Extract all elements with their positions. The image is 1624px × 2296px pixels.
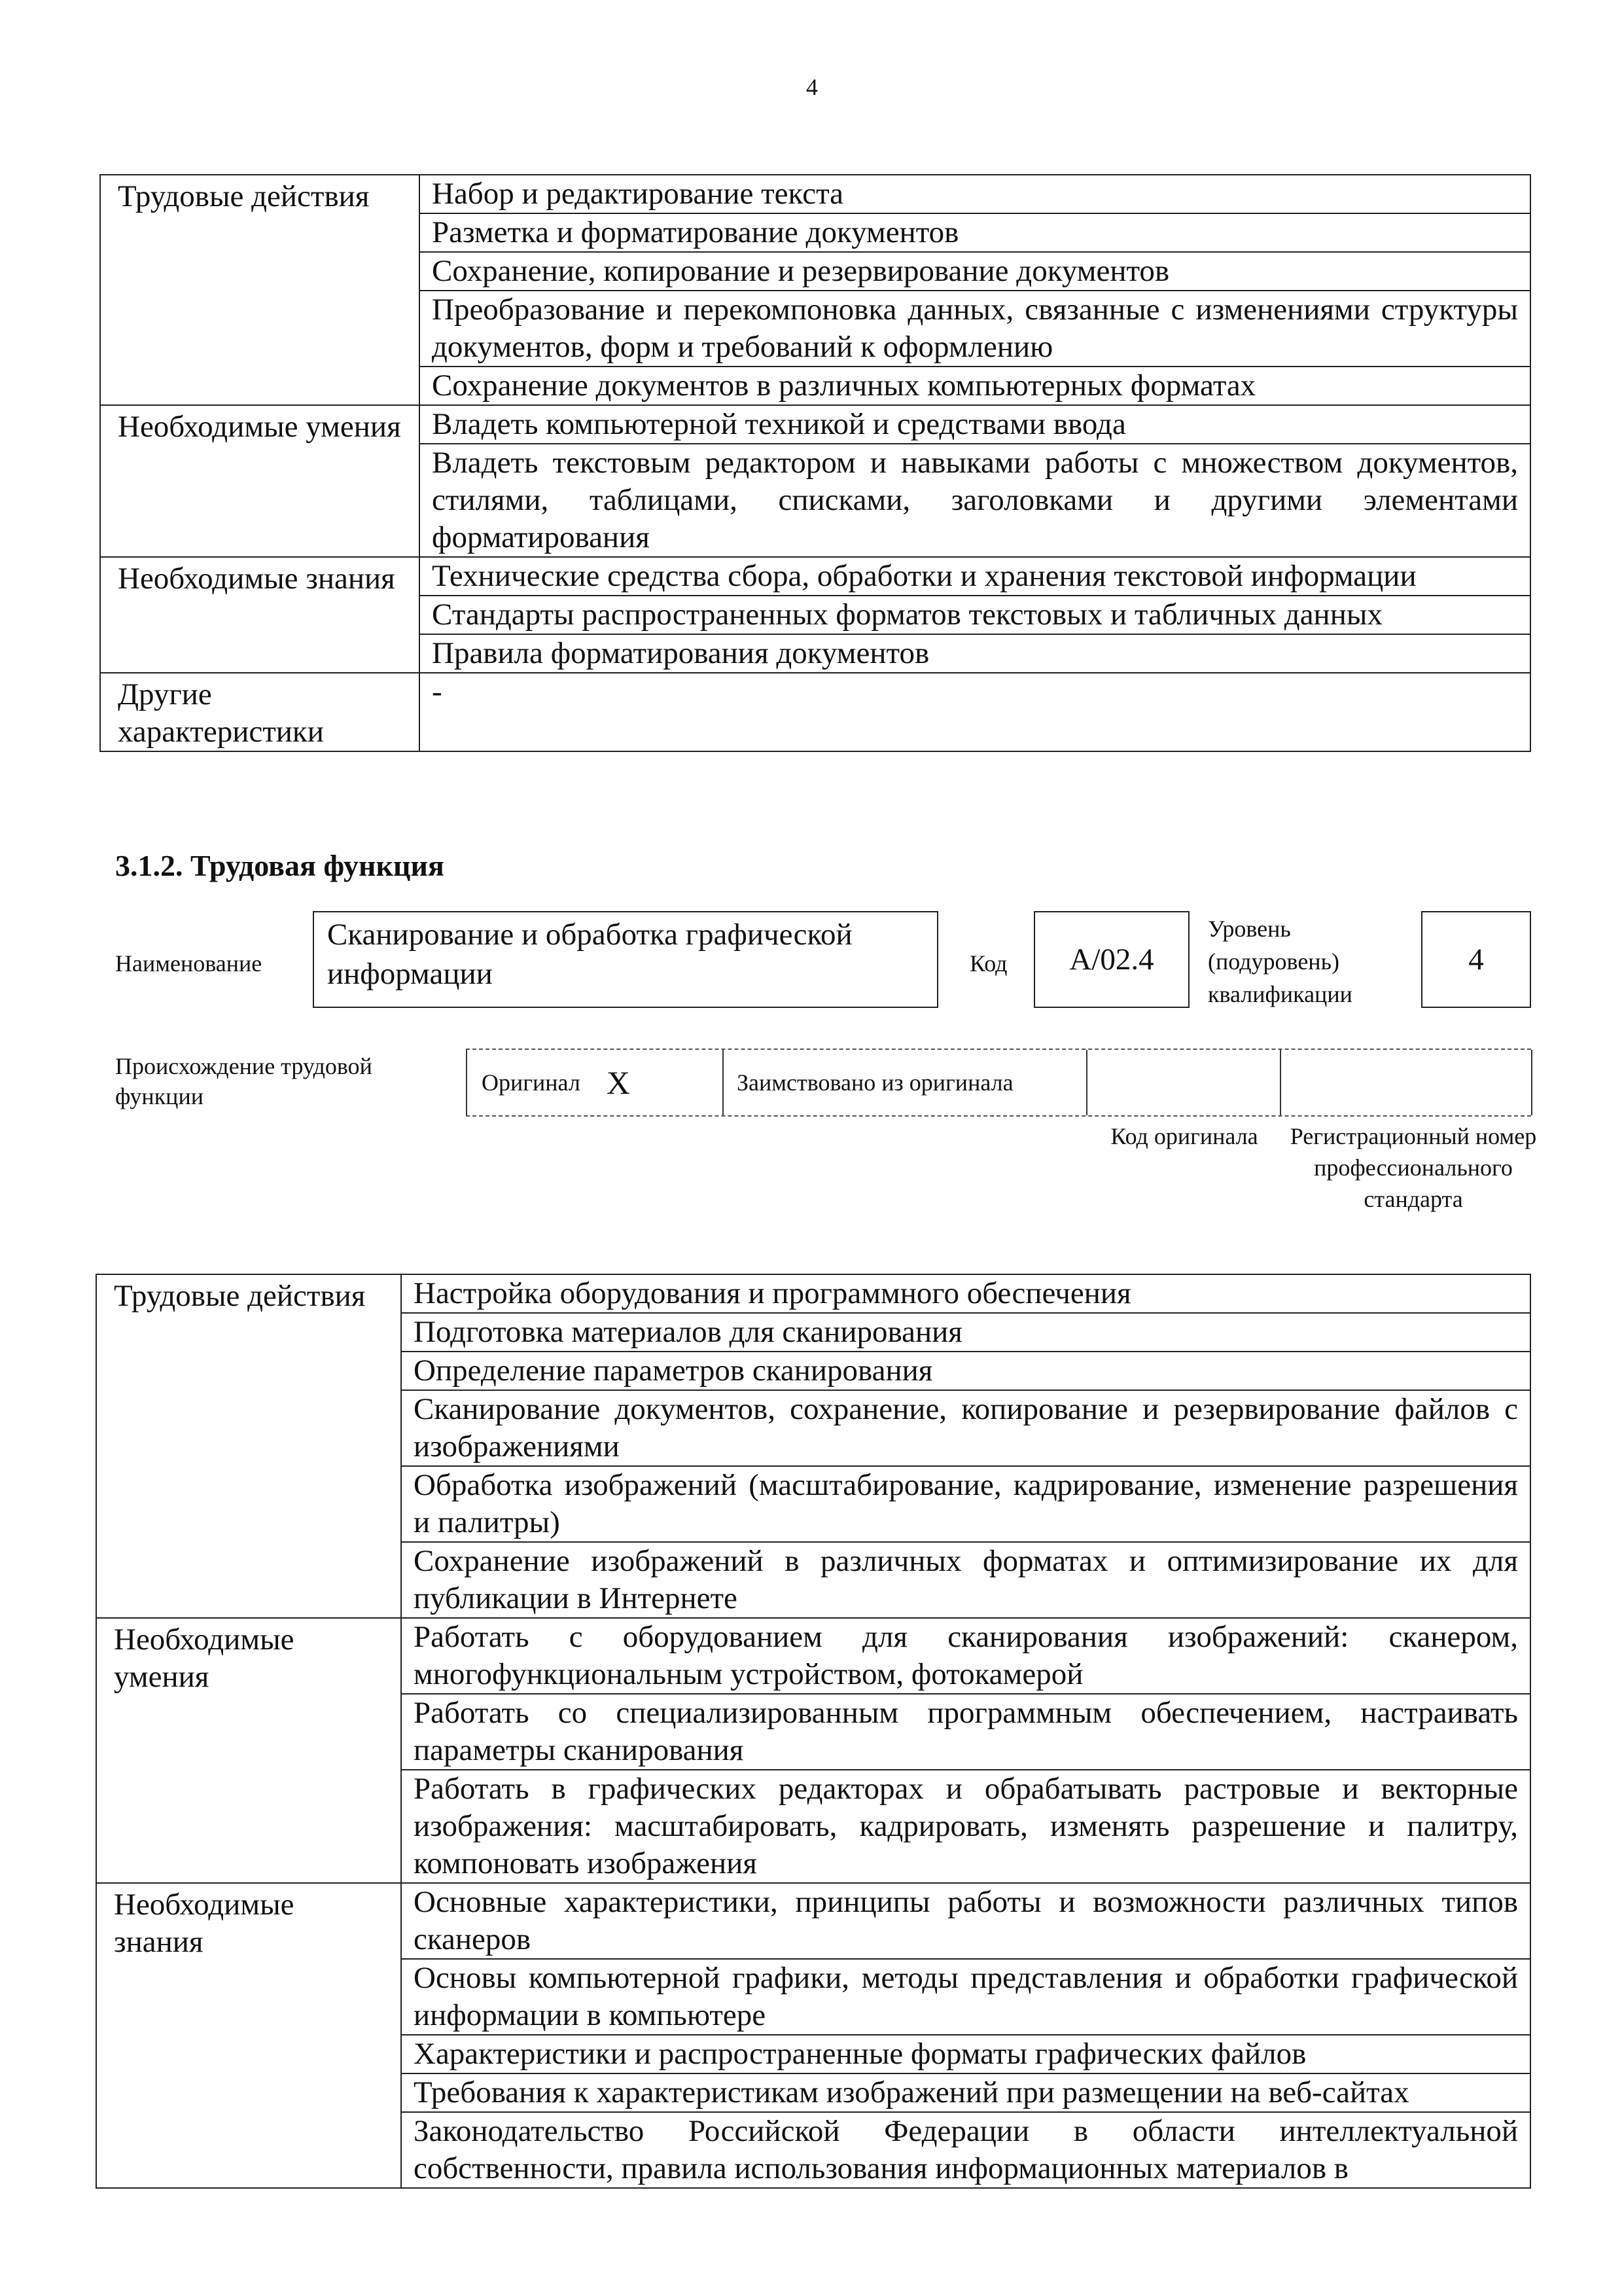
row-item: Владеть компьютерной техникой и средствами ввода [419, 405, 1530, 444]
row-item: Определение параметров сканирования [401, 1352, 1530, 1390]
row-item: Сканирование документов, сохранение, копирование и резервирование файлов с изображениями [401, 1390, 1530, 1466]
table-row [100, 175, 1530, 213]
row-item: Работать с оборудованием для сканирования изображений: сканером, многофункциональным устройством, фотокамерой [401, 1618, 1530, 1694]
row-item: Основы компьютерной графики, методы представления и обработки графической информации в компьютере [401, 1959, 1530, 2035]
row-item: Подготовка материалов для сканирования [401, 1313, 1530, 1352]
borrowed-label: Заимствовано из оригинала [737, 1069, 1014, 1096]
row-item: Набор и редактирование текста [419, 175, 1530, 213]
row-item: Стандарты распространенных форматов текстовых и табличных данных [419, 596, 1530, 634]
row-label: Необходимые знания [100, 557, 419, 673]
row-label: Необходимые умения [100, 405, 419, 557]
table-row [100, 673, 1530, 751]
row-item: Работать в графических редакторах и обрабатывать растровые и векторные изображения: масштабировать, кадрировать, изменять разрешение и палитру, компоновать изображения [401, 1770, 1530, 1883]
row-label: Необходимые знания [96, 1883, 401, 2188]
table-row [96, 1274, 1530, 1313]
borrowed-cell [722, 1050, 1086, 1115]
row-item: Характеристики и распространенные форматы графических файлов [401, 2035, 1530, 2073]
registration-number-cell [1279, 1050, 1532, 1115]
labor-actions-table-b [96, 1274, 1531, 2189]
labor-actions-table-a [99, 174, 1531, 752]
original-mark: Х [606, 1064, 630, 1101]
code-label: Код [970, 950, 1008, 977]
page-number: 4 [806, 74, 818, 100]
row-item: Преобразование и перекомпоновка данных, связанные с изменениями структуры документов, форм и требований к оформлению [419, 291, 1530, 367]
table-row [96, 1883, 1530, 1959]
code-value: A/02.4 [1034, 911, 1190, 1008]
caption-registration-number: Регистрационный номер профессионального стандарта [1290, 1123, 1537, 1212]
row-item: Законодательство Российской Федерации в области интеллектуальной собственности, правила использования информационных материалов в [401, 2112, 1530, 2188]
name-value: Сканирование и обработка графической информации [313, 911, 938, 1008]
origin-row [466, 1049, 1531, 1117]
caption-original-code: Код оригинала [1110, 1123, 1258, 1149]
row-item: Сохранение документов в различных компьютерных форматах [419, 367, 1530, 405]
origin-label: Происхождение трудовой функции [115, 1053, 372, 1109]
row-label: Трудовые действия [100, 175, 419, 405]
row-item: Правила форматирования документов [419, 634, 1530, 673]
row-item: Работать со специализированным программным обеспечением, настраивать параметры сканирования [401, 1694, 1530, 1770]
original-label: Оригинал [482, 1069, 580, 1096]
row-item: Разметка и форматирование документов [419, 213, 1530, 252]
original-cell [466, 1050, 722, 1115]
row-label: Другие характеристики [100, 673, 419, 751]
row-item: Сохранение, копирование и резервирование документов [419, 252, 1530, 291]
row-label: Трудовые действия [96, 1274, 401, 1618]
level-label: Уровень (подуровень) квалификации [1208, 916, 1352, 1007]
row-item: Обработка изображений (масштабирование, кадрирование, изменение разрешения и палитры) [401, 1466, 1530, 1542]
section-heading: 3.1.2. Трудовая функция [115, 849, 444, 882]
row-item: Владеть текстовым редактором и навыками работы с множеством документов, стилями, таблицами, списками, заголовками и другими элементами форматирования [419, 444, 1530, 557]
table-row [100, 405, 1530, 444]
level-value: 4 [1421, 911, 1531, 1008]
name-label: Наименование [115, 950, 262, 977]
row-item: Основные характеристики, принципы работы и возможности различных типов сканеров [401, 1883, 1530, 1959]
row-item: Технические средства сбора, обработки и хранения текстовой информации [419, 557, 1530, 596]
row-item: Настройка оборудования и программного обеспечения [401, 1274, 1530, 1313]
row-item: - [419, 673, 1530, 751]
row-item: Сохранение изображений в различных форматах и оптимизирование их для публикации в Интернете [401, 1542, 1530, 1618]
row-item: Требования к характеристикам изображений при размещении на веб-сайтах [401, 2073, 1530, 2112]
original-code-cell [1086, 1050, 1281, 1115]
table-row [100, 557, 1530, 596]
table-row [96, 1618, 1530, 1694]
row-label: Необходимые умения [96, 1618, 401, 1883]
